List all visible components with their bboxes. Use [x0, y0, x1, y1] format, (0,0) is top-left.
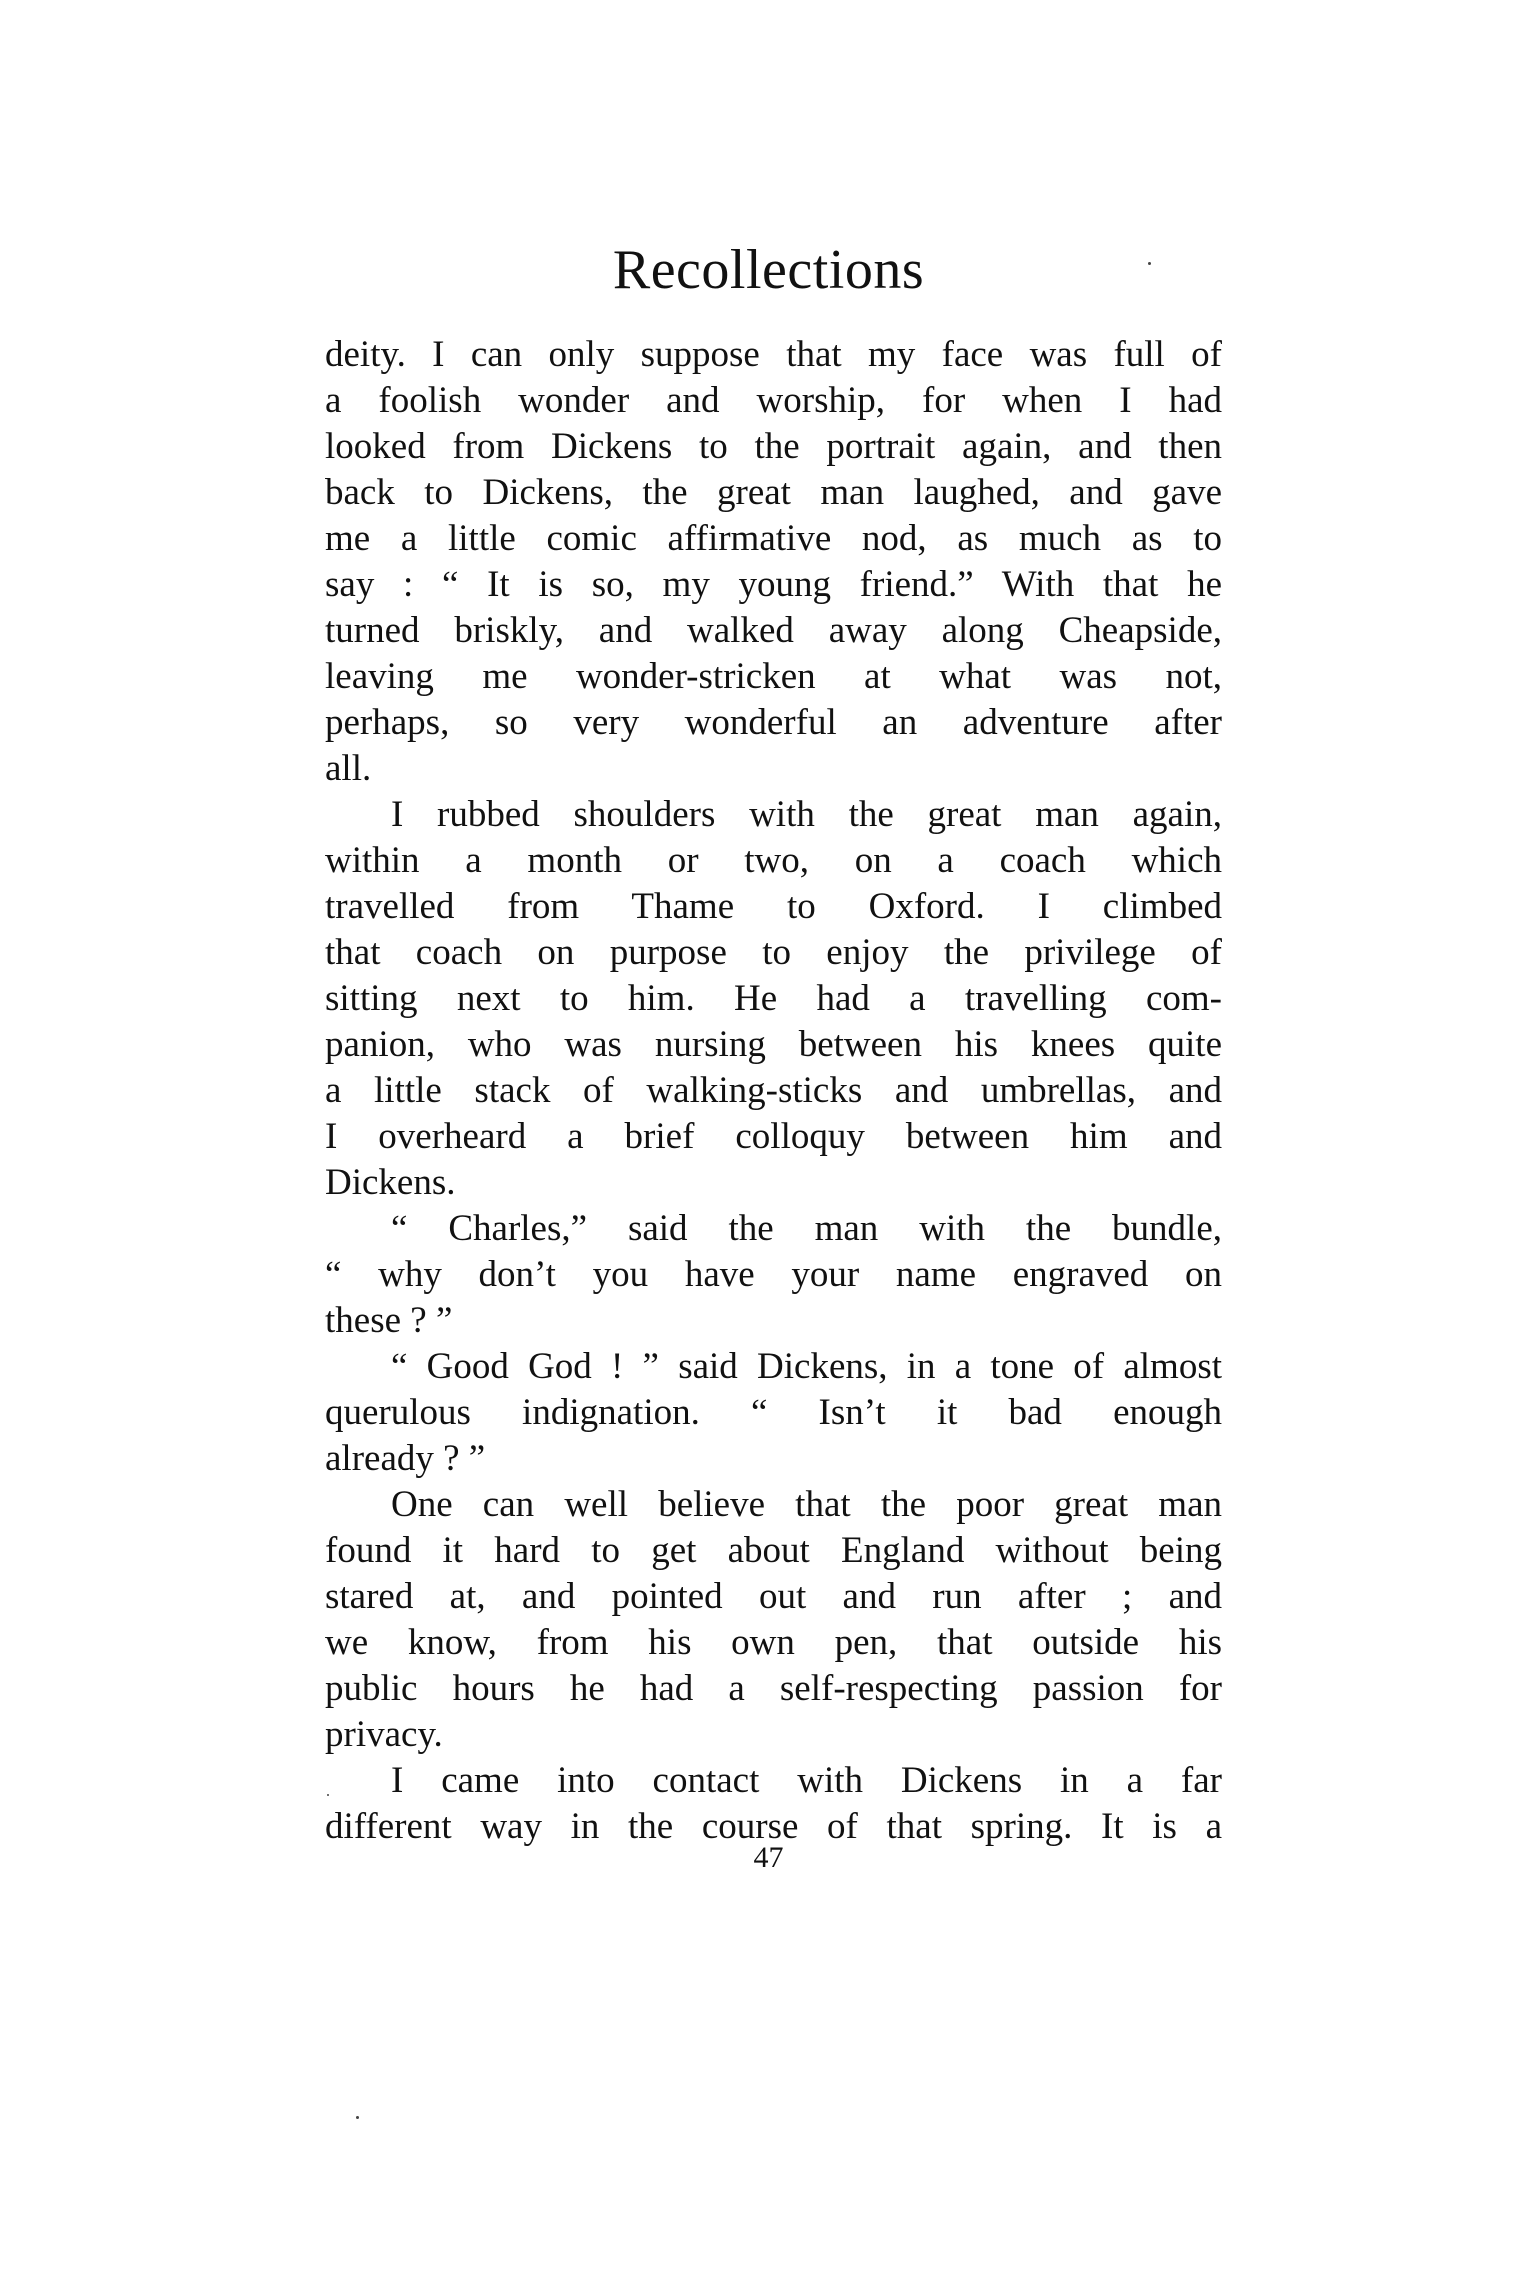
text-line: me a little comic affirmative nod, as much as to: [325, 518, 1222, 559]
text-line: already ? ”: [325, 1438, 486, 1479]
text-line: leaving me wonder-stricken at what was not,: [325, 656, 1222, 697]
text-line: I rubbed shoulders with the great man again,: [391, 794, 1222, 835]
text-line: I overheard a brief colloquy between him and: [325, 1116, 1222, 1157]
text-line: panion, who was nursing between his knees quite: [325, 1024, 1222, 1065]
text-line: Dickens.: [325, 1162, 456, 1203]
text-line: querulous indignation. “ Isn’t it bad enough: [325, 1392, 1222, 1433]
paragraph: [325, 1206, 1222, 1344]
text-line: privacy.: [325, 1714, 443, 1755]
text-line: travelled from Thame to Oxford. I climbed: [325, 886, 1222, 927]
paragraph: [325, 1344, 1222, 1482]
scan-speck: [356, 2116, 359, 2119]
paragraph: [325, 332, 1222, 792]
page-number: 47: [753, 1841, 784, 1874]
text-line: “ Charles,” said the man with the bundle,: [391, 1208, 1222, 1249]
paragraph: [325, 1758, 1222, 1850]
text-line: sitting next to him. He had a travelling com-: [325, 978, 1222, 1019]
text-line: I came into contact with Dickens in a far: [391, 1760, 1222, 1801]
text-line: different way in the course of that spring. It is a: [325, 1806, 1222, 1847]
text-line: One can well believe that the poor great man: [391, 1484, 1222, 1525]
text-line: deity. I can only suppose that my face was full of: [325, 334, 1222, 375]
paragraph: [325, 792, 1222, 1206]
text-line: we know, from his own pen, that outside his: [325, 1622, 1222, 1663]
scan-speck: [327, 1794, 329, 1796]
text-line: that coach on purpose to enjoy the privilege of: [325, 932, 1222, 973]
text-line: within a month or two, on a coach which: [325, 840, 1222, 881]
text-line: turned briskly, and walked away along Cheapside,: [325, 610, 1222, 651]
scan-speck: [1148, 262, 1151, 265]
text-line: a foolish wonder and worship, for when I had: [325, 380, 1222, 421]
running-head: Recollections: [612, 239, 925, 301]
text-line: these ? ”: [325, 1300, 453, 1341]
text-line: back to Dickens, the great man laughed, and gave: [325, 472, 1222, 513]
text-line: “ why don’t you have your name engraved on: [325, 1254, 1222, 1295]
text-line: say : “ It is so, my young friend.” With that he: [325, 564, 1222, 605]
body-text: [325, 332, 1222, 1850]
text-line: perhaps, so very wonderful an adventure after: [325, 702, 1222, 743]
text-line: all.: [325, 748, 372, 789]
text-line: a little stack of walking-sticks and umbrellas, and: [325, 1070, 1222, 1111]
text-line: stared at, and pointed out and run after ; and: [325, 1576, 1222, 1617]
paragraph: [325, 1482, 1222, 1758]
text-line: found it hard to get about England without being: [325, 1530, 1222, 1571]
text-line: “ Good God ! ” said Dickens, in a tone of almost: [391, 1346, 1222, 1387]
text-line: public hours he had a self-respecting passion for: [325, 1668, 1222, 1709]
text-line: looked from Dickens to the portrait again, and then: [325, 426, 1222, 467]
